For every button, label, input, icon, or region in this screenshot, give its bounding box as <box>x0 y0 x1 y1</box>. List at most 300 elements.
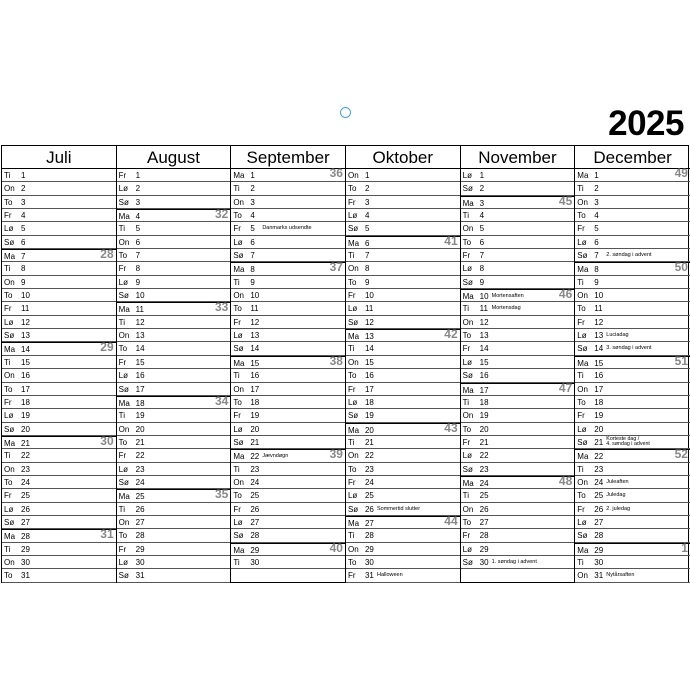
day-row <box>117 543 231 556</box>
weekday-label: Ti <box>118 504 126 514</box>
day-row <box>117 409 231 422</box>
day-number: 2 <box>135 184 141 194</box>
day-row <box>461 396 575 409</box>
day-row <box>346 289 460 302</box>
day-number: 4 <box>479 211 485 221</box>
day-row <box>231 489 345 502</box>
day-number: 31 <box>135 571 145 581</box>
day-row <box>2 489 116 502</box>
day-row <box>117 342 231 355</box>
weekday-label: Lø <box>577 517 587 527</box>
day-number: 31 <box>594 571 604 581</box>
day-number: 29 <box>364 544 374 554</box>
day-number: 1 <box>364 171 370 180</box>
month-name: December <box>575 146 690 169</box>
day-row <box>117 329 231 342</box>
day-row <box>117 196 231 209</box>
day-number: 16 <box>135 371 145 381</box>
weekday-label: To <box>118 437 128 447</box>
day-row <box>346 409 460 422</box>
day-number: 2 <box>21 184 26 194</box>
day-row <box>461 489 575 502</box>
day-row <box>575 182 690 195</box>
day-row <box>461 262 575 275</box>
weekday-label: To <box>233 491 242 501</box>
weekday-label: Lø <box>233 237 243 247</box>
day-number: 29 <box>135 544 145 554</box>
weekday-label: Sø <box>347 411 359 421</box>
day-row <box>575 262 690 275</box>
day-number: 5 <box>250 224 255 234</box>
day-note: Danmarks udsendte <box>262 225 312 232</box>
day-row <box>461 316 575 329</box>
day-row <box>231 449 345 462</box>
day-row <box>117 423 231 436</box>
weekday-label: On <box>4 557 15 567</box>
weekday-label: Fr <box>347 477 356 487</box>
day-row <box>346 329 460 342</box>
day-number: 12 <box>594 317 604 327</box>
weekday-label: Sø <box>462 557 473 567</box>
weekday-label: Fr <box>118 171 127 180</box>
week-number: 43 <box>444 420 458 435</box>
day-note: Sommertid slutter <box>376 505 421 512</box>
weekday-label: On <box>4 464 15 474</box>
day-number: 18 <box>594 397 604 407</box>
day-row <box>575 209 690 222</box>
weekday-label: Ti <box>347 531 355 541</box>
day-row <box>461 222 575 235</box>
day-row <box>346 463 460 476</box>
day-row <box>117 503 231 516</box>
weekday-label: Ti <box>462 211 469 221</box>
weekday-label: Ma <box>462 292 474 302</box>
day-row <box>346 369 460 382</box>
weekday-label: Fr <box>233 317 241 327</box>
day-row <box>346 513 460 529</box>
weekday-label: Lø <box>462 357 472 367</box>
weekday-label: Ti <box>347 437 355 447</box>
month-column <box>2 146 117 582</box>
day-number: 3 <box>479 198 485 208</box>
day-row <box>2 449 116 462</box>
weekday-label: Sø <box>577 251 588 261</box>
day-number: 19 <box>250 411 260 421</box>
weekday-label: Ma <box>118 492 130 502</box>
weekday-label: To <box>118 344 128 354</box>
day-row <box>575 383 690 396</box>
weekday-label: Fr <box>462 531 471 541</box>
weekday-label: On <box>462 411 474 421</box>
day-number: 17 <box>594 384 604 394</box>
day-row <box>117 222 231 235</box>
day-row <box>461 529 575 542</box>
day-number: 20 <box>594 424 604 434</box>
day-number: 6 <box>250 237 255 247</box>
day-row <box>231 556 345 569</box>
day-number: 28 <box>364 531 374 541</box>
weekday-label: Ti <box>118 317 126 327</box>
day-row <box>461 169 575 182</box>
day-row <box>117 262 231 275</box>
day-number: 10 <box>135 291 145 301</box>
day-number: 13 <box>250 331 260 341</box>
day-row <box>2 329 116 342</box>
weekday-label: Lø <box>233 517 243 527</box>
weekday-label: Sø <box>577 344 588 354</box>
day-number: 15 <box>135 357 145 367</box>
day-note: 1. søndag i advent <box>491 558 537 565</box>
day-number: 9 <box>135 277 141 287</box>
day-number: 9 <box>250 277 255 287</box>
day-note: Mortensaften <box>491 293 524 300</box>
weekday-label: On <box>347 264 359 274</box>
day-number: 20 <box>364 425 374 435</box>
weekday-label: Ti <box>577 464 584 474</box>
weekday-label: Fr <box>462 437 471 447</box>
day-number: 7 <box>594 251 599 261</box>
weekday-label: Ti <box>233 464 240 474</box>
day-number: 16 <box>250 371 260 381</box>
day-row <box>575 222 690 235</box>
day-row <box>346 420 460 436</box>
day-row <box>2 276 116 289</box>
day-row <box>2 543 116 556</box>
weekday-label: Sø <box>4 424 15 434</box>
week-number: 31 <box>100 527 114 542</box>
day-row <box>117 476 231 489</box>
weekday-label: Ti <box>462 397 469 407</box>
weekday-label: Sø <box>118 197 129 207</box>
weekday-label: Ma <box>233 545 245 555</box>
day-row <box>231 503 345 516</box>
weekday-label: Ma <box>577 265 589 275</box>
day-row <box>231 249 345 262</box>
week-number: 34 <box>214 393 229 408</box>
day-number: 29 <box>594 545 604 555</box>
day-number: 13 <box>594 331 604 341</box>
day-row <box>231 369 345 382</box>
weekday-label: Sø <box>462 184 473 194</box>
day-row <box>2 569 116 582</box>
weekday-label: Sø <box>118 477 129 487</box>
weekday-label: Sø <box>233 344 244 354</box>
day-row <box>117 556 231 569</box>
weekday-label: Lø <box>118 371 128 381</box>
day-number: 3 <box>21 197 26 207</box>
day-number: 25 <box>21 491 30 501</box>
weekday-label: Sø <box>347 317 359 327</box>
day-row <box>117 289 231 302</box>
weekday-label: Fr <box>233 504 241 514</box>
day-number: 1 <box>479 171 485 180</box>
weekday-label: Ma <box>347 425 360 435</box>
weekday-label: To <box>4 477 13 487</box>
weekday-label: Ma <box>4 252 16 262</box>
day-row <box>117 463 231 476</box>
weekday-label: Lø <box>118 184 128 194</box>
day-row <box>346 436 460 449</box>
day-row <box>117 356 231 369</box>
day-row <box>231 222 345 235</box>
weekday-label: Fr <box>347 197 356 207</box>
day-row <box>346 543 460 556</box>
day-row <box>575 463 690 476</box>
week-number: 38 <box>329 353 343 368</box>
day-row <box>117 209 231 222</box>
day-row <box>117 516 231 529</box>
month-column <box>575 146 690 582</box>
weekday-label: Fr <box>577 504 585 514</box>
day-number: 25 <box>250 491 260 501</box>
day-row <box>461 329 575 342</box>
day-row <box>231 342 345 355</box>
weekday-label: Ma <box>577 358 589 368</box>
day-row <box>346 249 460 262</box>
weekday-label: Ti <box>347 251 355 261</box>
day-number: 18 <box>250 397 260 407</box>
day-row <box>2 476 116 489</box>
weekday-label: On <box>347 171 359 180</box>
week-number: 45 <box>558 193 573 208</box>
weekday-label: Lø <box>233 331 243 341</box>
day-number: 28 <box>21 532 30 542</box>
weekday-label: On <box>462 224 474 234</box>
day-number: 4 <box>135 212 141 222</box>
weekday-label: To <box>347 557 357 567</box>
day-row <box>575 329 690 342</box>
day-row <box>231 540 345 556</box>
day-number: 27 <box>21 517 30 527</box>
day-number: 24 <box>364 477 374 487</box>
day-number: 27 <box>594 517 604 527</box>
day-number: 7 <box>250 251 255 261</box>
day-row <box>2 423 116 436</box>
weekday-label: Ma <box>233 452 245 462</box>
year-title: 2025 <box>608 104 684 143</box>
weekday-label: On <box>577 571 588 581</box>
day-note: 2. juledag <box>606 505 631 512</box>
day-number: 22 <box>364 451 374 461</box>
day-number: 31 <box>21 571 30 581</box>
day-number: 11 <box>21 304 30 314</box>
day-number: 1 <box>135 171 141 180</box>
day-number: 14 <box>479 344 489 354</box>
day-row <box>461 369 575 382</box>
day-number: 12 <box>21 317 30 327</box>
month-name: Oktober <box>346 146 460 169</box>
day-row <box>461 436 575 449</box>
day-row <box>461 249 575 262</box>
weekday-label: Ma <box>347 332 360 342</box>
day-number: 1 <box>594 171 599 180</box>
day-number: 26 <box>250 504 260 514</box>
day-row <box>2 369 116 382</box>
day-row <box>461 473 575 489</box>
day-row <box>2 196 116 209</box>
day-row <box>231 289 345 302</box>
day-number: 21 <box>135 437 145 447</box>
weekday-label: Ti <box>4 171 11 180</box>
day-row <box>461 463 575 476</box>
day-row <box>2 236 116 249</box>
weekday-label: Lø <box>118 277 128 287</box>
calendar-grid <box>1 145 689 583</box>
weekday-label: Sø <box>118 384 129 394</box>
day-number: 2 <box>250 184 255 194</box>
day-number: 12 <box>364 317 374 327</box>
day-number: 12 <box>250 317 260 327</box>
weekday-label: To <box>577 397 586 407</box>
day-row <box>461 556 575 569</box>
day-number: 23 <box>364 464 374 474</box>
day-row <box>461 409 575 422</box>
week-number: 47 <box>558 380 573 395</box>
weekday-label: To <box>118 531 128 541</box>
week-number: 40 <box>329 540 343 555</box>
weekday-label: Sø <box>118 571 129 581</box>
day-number: 23 <box>479 464 489 474</box>
day-note: Juledag <box>606 492 626 499</box>
day-number: 8 <box>594 265 599 275</box>
day-number: 19 <box>479 411 489 421</box>
day-row <box>346 503 460 516</box>
day-row <box>575 423 690 436</box>
weekday-label: Fr <box>462 251 471 261</box>
day-number: 11 <box>135 305 144 315</box>
day-row <box>575 476 690 489</box>
weekday-label: Lø <box>347 211 358 221</box>
day-row <box>2 209 116 222</box>
day-row <box>231 209 345 222</box>
day-row <box>346 222 460 235</box>
day-number: 23 <box>21 464 30 474</box>
day-number: 17 <box>479 385 489 395</box>
day-row <box>346 396 460 409</box>
day-number: 20 <box>479 424 489 434</box>
day-row <box>231 383 345 396</box>
weekday-label: Lø <box>233 424 243 434</box>
weekday-label: Ti <box>347 344 355 354</box>
week-number: 1 <box>681 540 688 555</box>
weekday-label: Lø <box>462 451 472 461</box>
day-row <box>575 196 690 209</box>
weekday-label: On <box>118 517 130 527</box>
day-number: 26 <box>479 504 489 514</box>
day-row <box>575 409 690 422</box>
day-note: 3. søndag i advent <box>606 345 652 352</box>
weekday-label: To <box>347 371 357 381</box>
day-number: 17 <box>250 384 260 394</box>
day-number: 23 <box>135 464 145 474</box>
day-number: 14 <box>250 344 260 354</box>
day-number: 24 <box>594 477 604 487</box>
day-number: 10 <box>250 291 260 301</box>
weekday-label: Fr <box>577 411 585 421</box>
weekday-label: On <box>4 371 15 381</box>
week-number: 28 <box>100 247 114 262</box>
day-number: 2 <box>479 184 485 194</box>
day-row <box>231 529 345 542</box>
weekday-label: On <box>118 424 130 434</box>
day-number: 14 <box>135 344 145 354</box>
day-row <box>231 196 345 209</box>
weekday-label: To <box>462 237 472 247</box>
day-number: 29 <box>479 544 489 554</box>
day-number: 21 <box>250 437 260 447</box>
day-number: 7 <box>135 251 141 261</box>
weekday-label: To <box>347 184 357 194</box>
day-row <box>2 529 116 542</box>
day-note: Jævndøgn <box>262 453 289 460</box>
day-row <box>117 276 231 289</box>
week-number: 29 <box>100 340 114 355</box>
day-number: 5 <box>135 224 141 234</box>
day-number: 17 <box>364 384 374 394</box>
day-row <box>2 433 116 449</box>
week-number: 35 <box>214 487 229 502</box>
weekday-label: Ti <box>4 544 11 554</box>
day-row <box>575 449 690 462</box>
weekday-label: Ma <box>118 398 130 408</box>
weekday-label: Lø <box>577 237 587 247</box>
weekday-label: Ti <box>4 451 11 461</box>
weekday-label: Lø <box>347 397 358 407</box>
weekday-label: To <box>462 331 472 341</box>
day-row <box>2 342 116 355</box>
weekday-label: Fr <box>118 451 127 461</box>
day-row <box>575 556 690 569</box>
day-number: 6 <box>594 237 599 247</box>
day-number: 19 <box>21 411 30 421</box>
weekday-label: Lø <box>347 304 358 314</box>
weekday-label: Ti <box>577 277 584 287</box>
day-number: 19 <box>135 411 145 421</box>
weekday-label: Ti <box>233 277 240 287</box>
day-row <box>575 529 690 542</box>
day-row <box>231 463 345 476</box>
day-number: 10 <box>479 292 489 302</box>
day-number: 3 <box>594 197 599 207</box>
day-number: 12 <box>479 317 489 327</box>
day-row <box>575 236 690 249</box>
day-number: 30 <box>21 557 30 567</box>
day-note: Luciadag <box>606 332 629 339</box>
day-row <box>2 556 116 569</box>
month-column <box>346 146 461 582</box>
day-row <box>575 540 690 556</box>
day-number: 18 <box>479 397 489 407</box>
day-number: 10 <box>364 291 374 301</box>
day-number: 22 <box>21 451 30 461</box>
day-note: Halloween <box>376 572 403 579</box>
day-number: 28 <box>250 531 260 541</box>
weekday-label: Fr <box>118 357 127 367</box>
day-row <box>575 316 690 329</box>
day-row <box>231 409 345 422</box>
weekday-label: Lø <box>462 264 472 274</box>
weekday-label: Ma <box>118 305 130 315</box>
day-number: 30 <box>250 557 260 567</box>
day-number: 7 <box>479 251 485 261</box>
weekday-label: Lø <box>577 424 587 434</box>
weekday-label: Lø <box>577 331 587 341</box>
weekday-label: Ma <box>577 545 589 555</box>
day-number: 16 <box>479 371 489 381</box>
day-number: 4 <box>364 211 370 221</box>
day-number: 7 <box>364 251 370 261</box>
day-number: 21 <box>594 437 604 447</box>
